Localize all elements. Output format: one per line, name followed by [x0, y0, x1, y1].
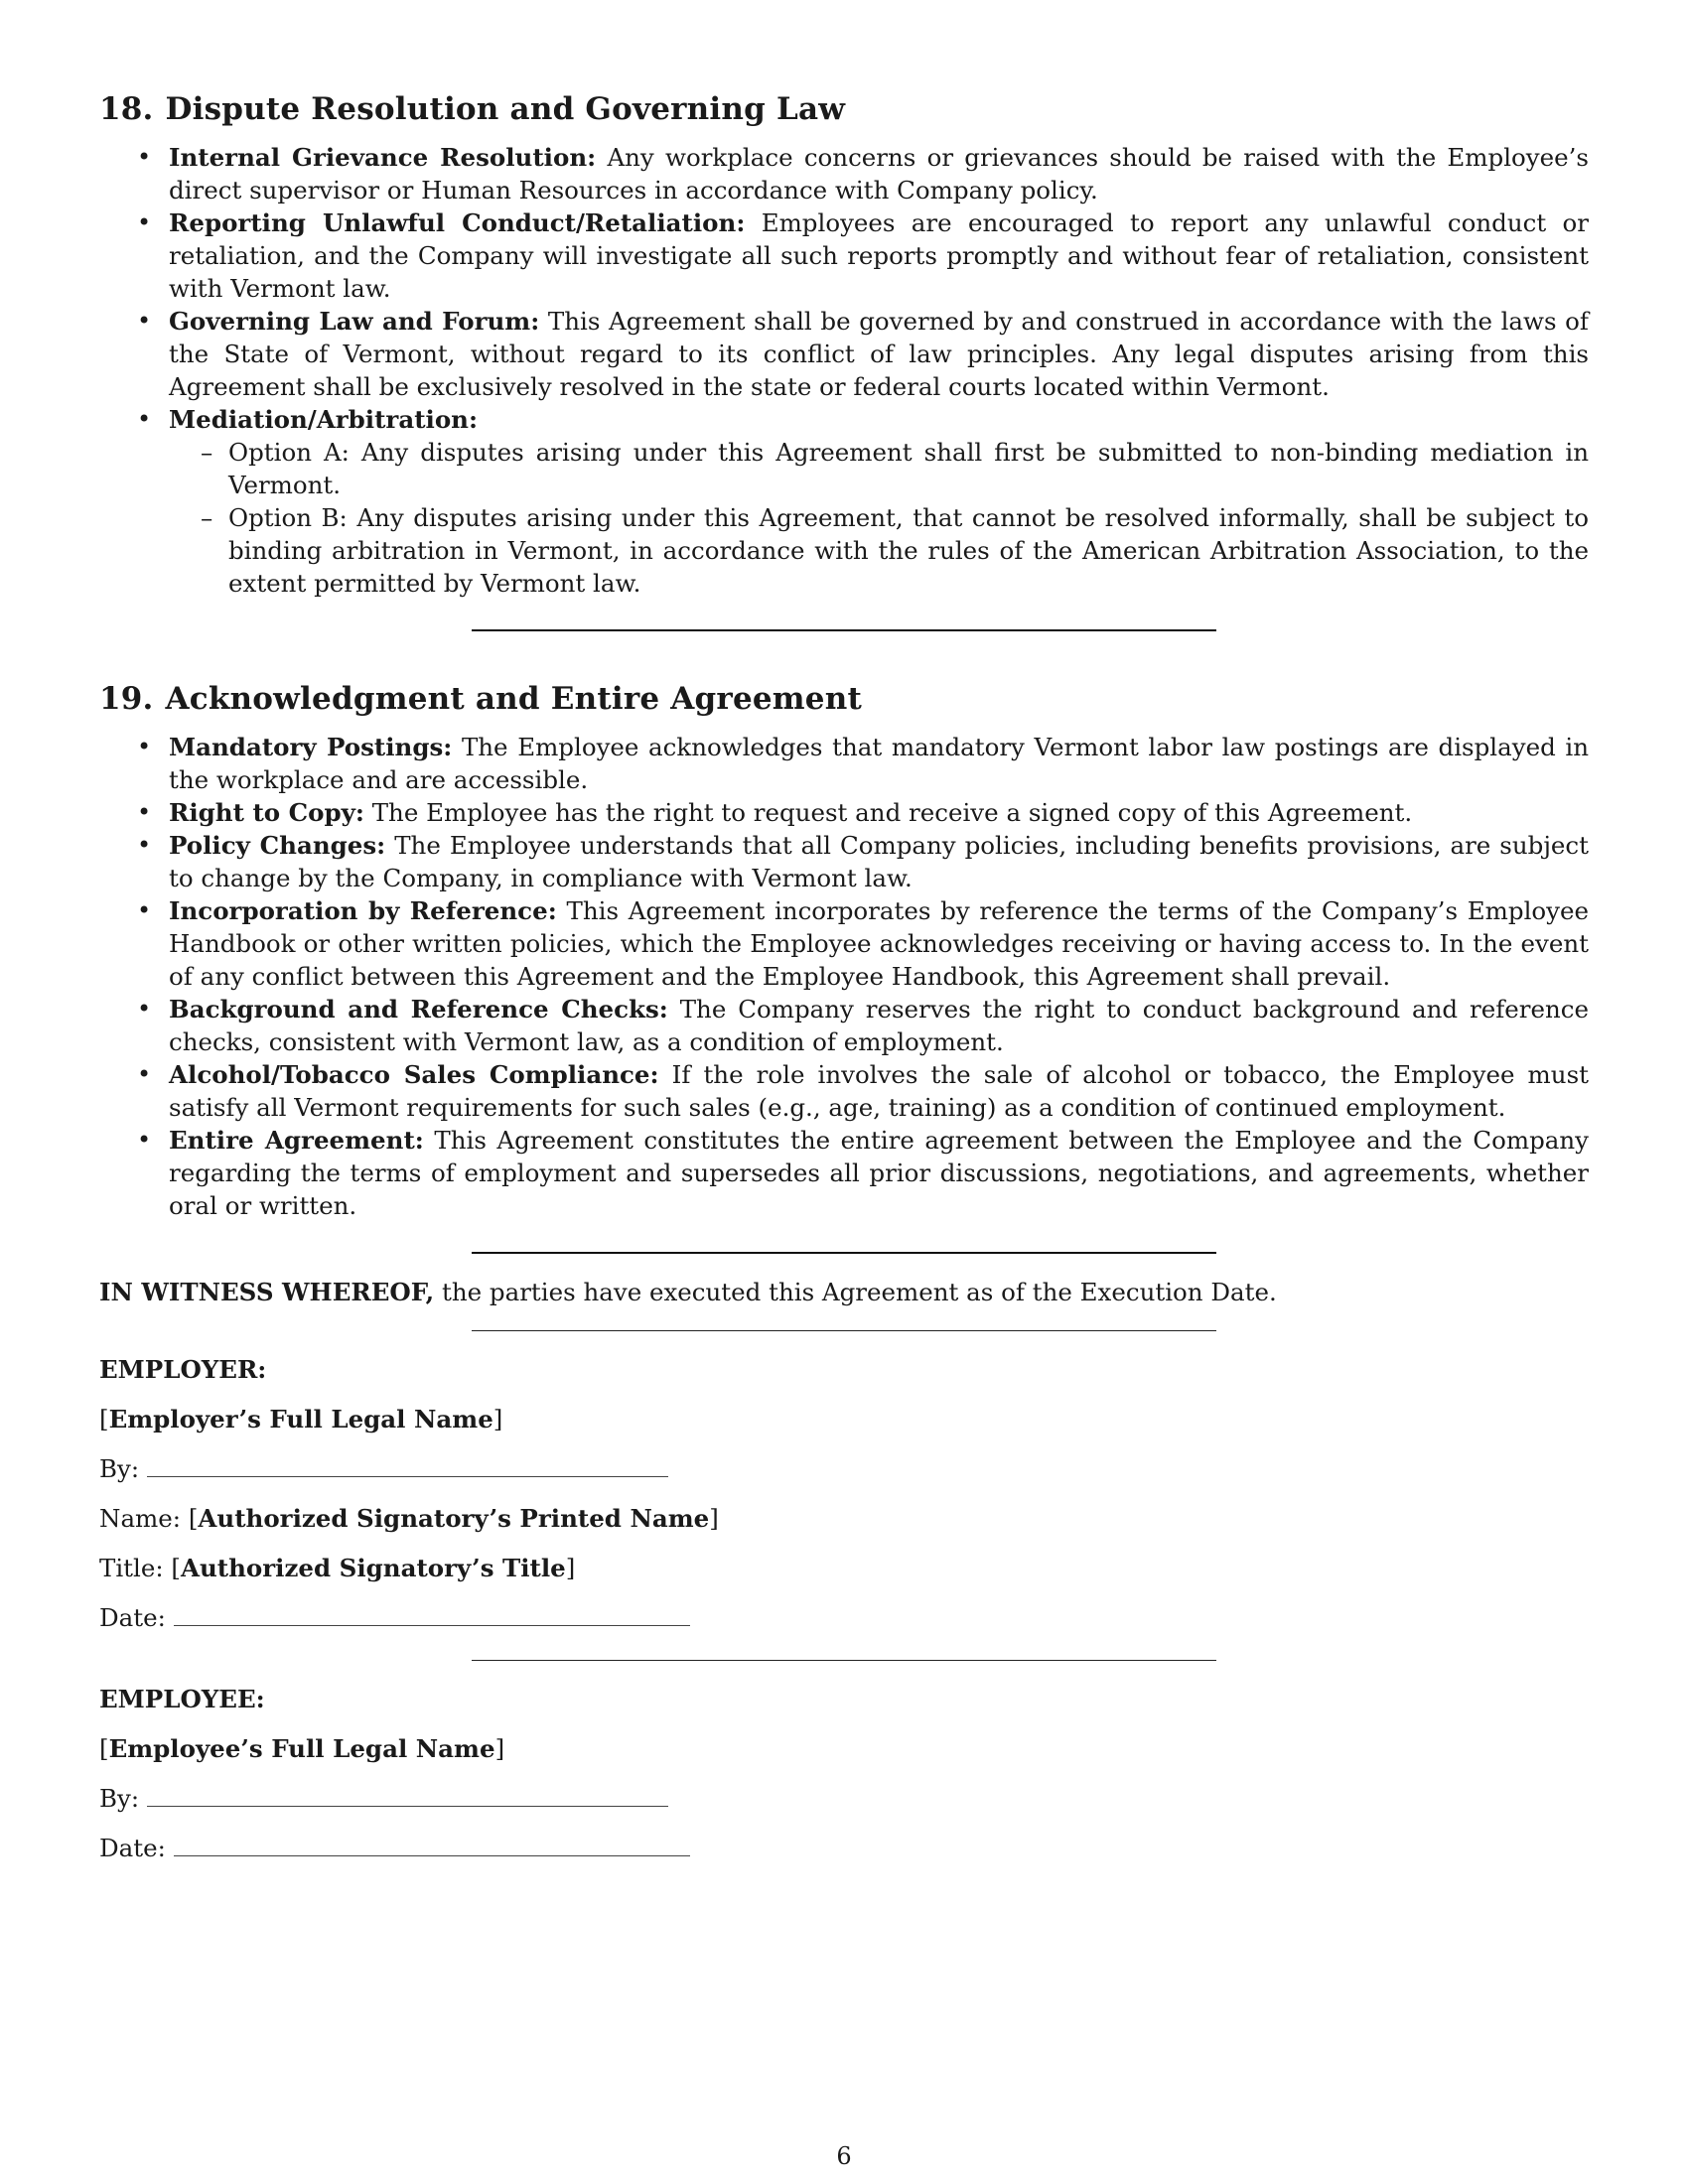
list-item	[99, 1058, 1589, 1124]
employer-signature-field[interactable]	[147, 1454, 668, 1477]
witness-clause	[99, 1276, 1589, 1308]
item-lead: Governing Law and Forum:	[169, 307, 540, 336]
employee-name-placeholder: Employee’s Full Legal Name	[108, 1734, 495, 1763]
item-text: The Employee acknowledges that mandatory Vermont labor law postings are displayed in the workplace and are accessible.	[169, 733, 1589, 794]
item-text: Any workplace concerns or grievances should be raised with the Employee’s direct supervisor or Human Resources in accordance with Company policy.	[169, 143, 1589, 205]
date-label: Date:	[99, 1603, 166, 1632]
item-text: This Agreement constitutes the entire agreement between the Employee and the Company regarding the terms of employment and supersedes all prior discussions, negotiations, and agreements, whether oral or written.	[169, 1126, 1589, 1220]
employee-signature-field[interactable]	[147, 1784, 668, 1807]
list-item	[99, 141, 1589, 206]
item-lead: Internal Grievance Resolution:	[169, 143, 597, 172]
employer-heading: EMPLOYER:	[99, 1355, 267, 1384]
signature-divider	[472, 1660, 1216, 1661]
item-text: If the role involves the sale of alcohol or tobacco, the Employee must satisfy all Vermont requirements for such sales (e.g., age, training) as a condition of continued employment.	[169, 1060, 1589, 1122]
employer-date-field[interactable]	[174, 1603, 690, 1626]
employer-printed-name-line: Name: [Authorized Signatory’s Printed Name]	[99, 1504, 719, 1533]
section-19-heading	[99, 681, 1589, 717]
list-item	[99, 731, 1589, 796]
employee-date-line	[99, 1832, 1589, 1864]
employer-title-line: Title: [Authorized Signatory’s Title]	[99, 1554, 576, 1582]
list-item	[99, 305, 1589, 403]
by-label: By:	[99, 1454, 140, 1483]
section-title: Dispute Resolution and Governing Law	[165, 91, 846, 127]
item-text: This Agreement incorporates by reference the terms of the Company’s Employee Handbook or other written policies, which the Employee acknowledges receiving or having access to. In the event of any conflict between this Agreement and the Employee Handbook, this Agreement shall prevail.	[169, 896, 1589, 991]
item-lead: Mediation/Arbitration:	[169, 405, 479, 434]
employee-by-line	[99, 1782, 1589, 1815]
signature-divider	[472, 1330, 1216, 1331]
item-lead: Right to Copy:	[169, 798, 364, 827]
section-18-list	[99, 141, 1589, 600]
employer-date-line	[99, 1601, 1589, 1634]
item-text: Employees are encouraged to report any unlawful conduct or retaliation, and the Company will investigate all such reports promptly and without fear of retaliation, consistent with Vermont law.	[169, 208, 1589, 303]
list-item	[99, 206, 1589, 305]
employee-heading: EMPLOYEE:	[99, 1685, 265, 1713]
item-lead: Policy Changes:	[169, 831, 386, 860]
item-lead: Entire Agreement:	[169, 1126, 424, 1155]
date-label: Date:	[99, 1834, 166, 1862]
employee-signature-block	[99, 1683, 1589, 1864]
employee-date-field[interactable]	[174, 1834, 690, 1856]
list-item	[99, 796, 1589, 829]
section-title: Acknowledgment and Entire Agreement	[165, 681, 862, 717]
item-text: The Employee has the right to request and receive a signed copy of this Agreement.	[371, 798, 1413, 827]
option-b: – Option B: Any disputes arising under this Agreement, that cannot be resolved informally, shall be subject to binding arbitration in Vermont, in accordance with the rules of the American Arbitration Association, to the extent permitted by Vermont law.	[169, 501, 1589, 600]
employer-name-line: [Employer’s Full Legal Name]	[99, 1405, 503, 1433]
name-label: Name:	[99, 1504, 182, 1533]
document-page	[99, 91, 1589, 1864]
witness-lead: IN WITNESS WHEREOF,	[99, 1278, 435, 1306]
section-divider	[472, 629, 1216, 631]
title-label: Title:	[99, 1554, 164, 1582]
page-number: 6	[836, 2142, 852, 2170]
employer-by-line	[99, 1452, 1589, 1485]
item-text: The Employee understands that all Company policies, including benefits provisions, are subject to change by the Company, in compliance with Vermont law.	[169, 831, 1589, 892]
by-label: By:	[99, 1784, 140, 1813]
witness-text: the parties have executed this Agreement as of the Execution Date.	[442, 1278, 1277, 1306]
list-item	[99, 1124, 1589, 1222]
item-text: This Agreement shall be governed by and construed in accordance with the laws of the State of Vermont, without regard to its conflict of law principles. Any legal disputes arising from this Agreement shall be exclusively resolved in the state or federal courts located within Vermont.	[169, 307, 1589, 401]
list-item	[99, 894, 1589, 993]
list-item	[99, 829, 1589, 894]
item-lead: Background and Reference Checks:	[169, 995, 668, 1024]
signatory-name-placeholder: Authorized Signatory’s Printed Name	[198, 1504, 710, 1533]
item-lead: Alcohol/Tobacco Sales Compliance:	[169, 1060, 659, 1089]
section-18-heading	[99, 91, 1589, 127]
employer-signature-block	[99, 1353, 1589, 1634]
item-text: The Company reserves the right to conduct background and reference checks, consistent with Vermont law, as a condition of employment.	[169, 995, 1589, 1056]
employer-name-placeholder: Employer’s Full Legal Name	[108, 1405, 493, 1433]
option-a: – Option A: Any disputes arising under this Agreement shall first be submitted to non-binding mediation in Vermont.	[169, 436, 1589, 501]
list-item	[99, 993, 1589, 1058]
section-number: 19.	[99, 681, 154, 717]
item-lead: Mandatory Postings:	[169, 733, 453, 761]
signatory-title-placeholder: Authorized Signatory’s Title	[180, 1554, 566, 1582]
section-19-list	[99, 731, 1589, 1222]
list-item	[99, 403, 1589, 600]
employee-name-line: [Employee’s Full Legal Name]	[99, 1734, 505, 1763]
section-divider	[472, 1252, 1216, 1254]
mediation-options	[169, 436, 1589, 600]
item-lead: Reporting Unlawful Conduct/Retaliation:	[169, 208, 746, 237]
section-number: 18.	[99, 91, 154, 127]
item-lead: Incorporation by Reference:	[169, 896, 557, 925]
